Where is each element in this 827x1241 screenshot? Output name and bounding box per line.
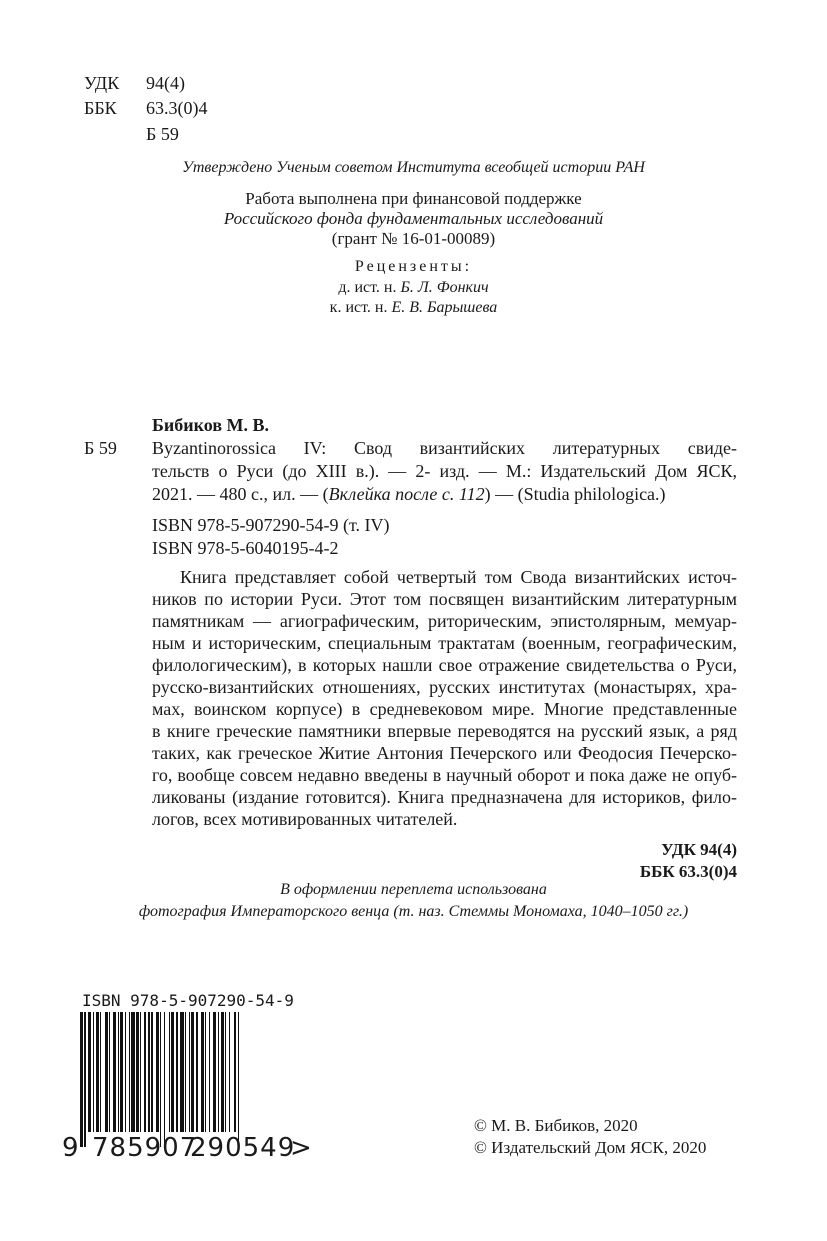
barcode-bar <box>213 1012 217 1132</box>
abstract-line-3: памятникам — агиографическим, риторическим, эпистолярным, мемуар- <box>152 611 737 631</box>
barcode-bar <box>205 1012 206 1132</box>
entry-author-sign: Б 59 <box>84 438 117 458</box>
abstract-line-6: русско-византийских отношениях, русских институтах (монастырях, хра- <box>152 677 737 697</box>
barcode-bar <box>180 1012 184 1132</box>
barcode-arrow: > <box>290 1133 312 1163</box>
reviewer-1 <box>0 277 827 299</box>
barcode-bar <box>229 1012 230 1132</box>
udk-value: 94(4) <box>146 73 185 93</box>
abstract-line-10: го, вообще совсем недавно введены в научный оборот и пока даже не опуб- <box>152 765 737 785</box>
udk-bottom: УДК 94(4) <box>661 840 737 859</box>
barcode-bar <box>131 1012 135 1132</box>
reviewer-2-name: Е. В. Барышева <box>391 299 498 316</box>
reviewer-2-prefix: к. ист. н. <box>329 299 388 316</box>
barcode-lead-digit: 9 <box>62 1133 79 1163</box>
barcode-bar <box>151 1012 152 1132</box>
barcode-bar <box>169 1012 170 1132</box>
barcode-bar <box>96 1012 99 1132</box>
abstract-line-5: филологическим), в которых нашли свое отражение свидетельства о Руси, <box>152 655 737 675</box>
abstract-line-8: в книге греческие памятники впервые переводятся на русский язык, а ряд <box>152 721 737 741</box>
abstract-line-4: ным и историческим, специальным трактатам (военным, географическим, <box>152 633 737 653</box>
barcode-bar <box>171 1012 174 1132</box>
barcode-bar <box>140 1012 141 1132</box>
barcode-bar <box>120 1012 123 1132</box>
barcode-bar <box>105 1012 108 1132</box>
bbk-label: ББК <box>84 98 117 118</box>
barcode-bar <box>234 1012 237 1132</box>
abstract-line-11: ликованы (издание готовится). Книга предназначена для историков, фило- <box>152 787 737 807</box>
copyright-publisher: © Издательский Дом ЯСК, 2020 <box>474 1138 707 1157</box>
abstract-line-9: таких, как греческое Житие Антония Печерского или Феодосия Печерско- <box>152 743 737 763</box>
barcode-bar <box>144 1012 147 1132</box>
barcode-bar <box>84 1012 87 1147</box>
udk-label: УДК <box>84 73 120 93</box>
barcode-bar <box>100 1012 101 1132</box>
udk-row <box>84 72 185 94</box>
barcode-bar <box>201 1012 204 1132</box>
cover-note-line-2: фотография Императорского венца (т. наз. Стеммы Мономаха, 1040–1050 гг.) <box>138 903 689 920</box>
barcode-bar <box>148 1012 151 1132</box>
barcode-bar <box>185 1012 186 1132</box>
approval-line: Утверждено Ученым советом Института всеобщей истории РАН <box>182 159 645 176</box>
barcode-bar <box>238 1012 239 1147</box>
barcode-bar <box>160 1012 161 1147</box>
cover-note-line-1: В оформлении переплета использована <box>280 881 547 898</box>
barcode-bar <box>125 1012 126 1132</box>
funding-line-1: Работа выполнена при финансовой поддержке <box>245 189 582 208</box>
barcode-bar <box>129 1012 130 1132</box>
entry-desc-3 <box>152 483 666 505</box>
barcode-bar <box>80 1012 83 1147</box>
entry-desc-3c: ) — (Studia philologica.) <box>484 484 666 504</box>
author-sign-top: Б 59 <box>146 124 179 144</box>
reviewers-heading: Рецензенты: <box>354 258 473 275</box>
barcode-bar <box>93 1012 94 1132</box>
barcode-bar <box>109 1012 110 1132</box>
bbk-value: 63.3(0)4 <box>146 98 208 118</box>
barcode-bar <box>113 1012 117 1132</box>
reviewer-1-name: Б. Л. Фонкич <box>400 279 489 296</box>
barcode-bar <box>218 1012 219 1132</box>
entry-desc-1: Byzantinorossica IV: Свод византийских литературных свиде- <box>152 438 737 458</box>
copyright-author: © М. В. Бибиков, 2020 <box>474 1116 638 1135</box>
barcode-group-2: 290549 <box>190 1133 296 1163</box>
barcode-bar <box>189 1012 190 1132</box>
barcode-group-1: 785907 <box>92 1133 198 1163</box>
bbk-bottom: ББК 63.3(0)4 <box>639 862 737 881</box>
barcode-bar <box>118 1012 119 1132</box>
entry-author: Бибиков М. В. <box>152 415 270 435</box>
reviewer-2 <box>0 297 827 319</box>
barcode-bar <box>88 1012 92 1132</box>
entry-insert-note: Вклейка после с. 112 <box>328 484 485 504</box>
barcode-bar <box>196 1012 197 1132</box>
isbn-line-2: ISBN 978-5-6040195-4-2 <box>152 538 339 558</box>
barcode-bar <box>156 1012 159 1132</box>
abstract-line-12: логов, всех мотивированных читателей. <box>152 809 458 829</box>
barcode-bar <box>164 1012 165 1147</box>
barcode-isbn-text: ISBN 978-5-907290-54-9 <box>82 991 294 1010</box>
funding-line-2: Российского фонда фундаментальных исследований <box>223 209 604 228</box>
abstract-line-1: Книга представляет собой четвертый том Свода византийских источ- <box>180 567 737 587</box>
barcode-bar <box>221 1012 224 1132</box>
funding-line-3: (грант № 16-01-00089) <box>331 229 496 248</box>
abstract-line-7: мах, воинском корпусе) в средневековом мире. Многие представленные <box>152 699 737 719</box>
barcode-bar <box>209 1012 210 1132</box>
isbn-line-1: ISBN 978-5-907290-54-9 (т. IV) <box>152 515 390 535</box>
bbk-row <box>84 97 208 119</box>
abstract-line-2: ников по истории Руси. Этот том посвящен византийским литературным <box>152 589 737 609</box>
barcode-bar <box>225 1012 226 1132</box>
barcode-image <box>80 1012 290 1137</box>
entry-desc-3a: 2021. — 480 с., ил. — ( <box>152 484 329 504</box>
barcode-bar <box>191 1012 194 1132</box>
entry-desc-2: тельств о Руси (до XIII в.). — 2- изд. — М.: Издательский Дом ЯСК, <box>152 461 737 481</box>
barcode-bar <box>136 1012 139 1132</box>
reviewer-1-prefix: д. ист. н. <box>338 279 397 296</box>
barcode-bar <box>176 1012 177 1132</box>
